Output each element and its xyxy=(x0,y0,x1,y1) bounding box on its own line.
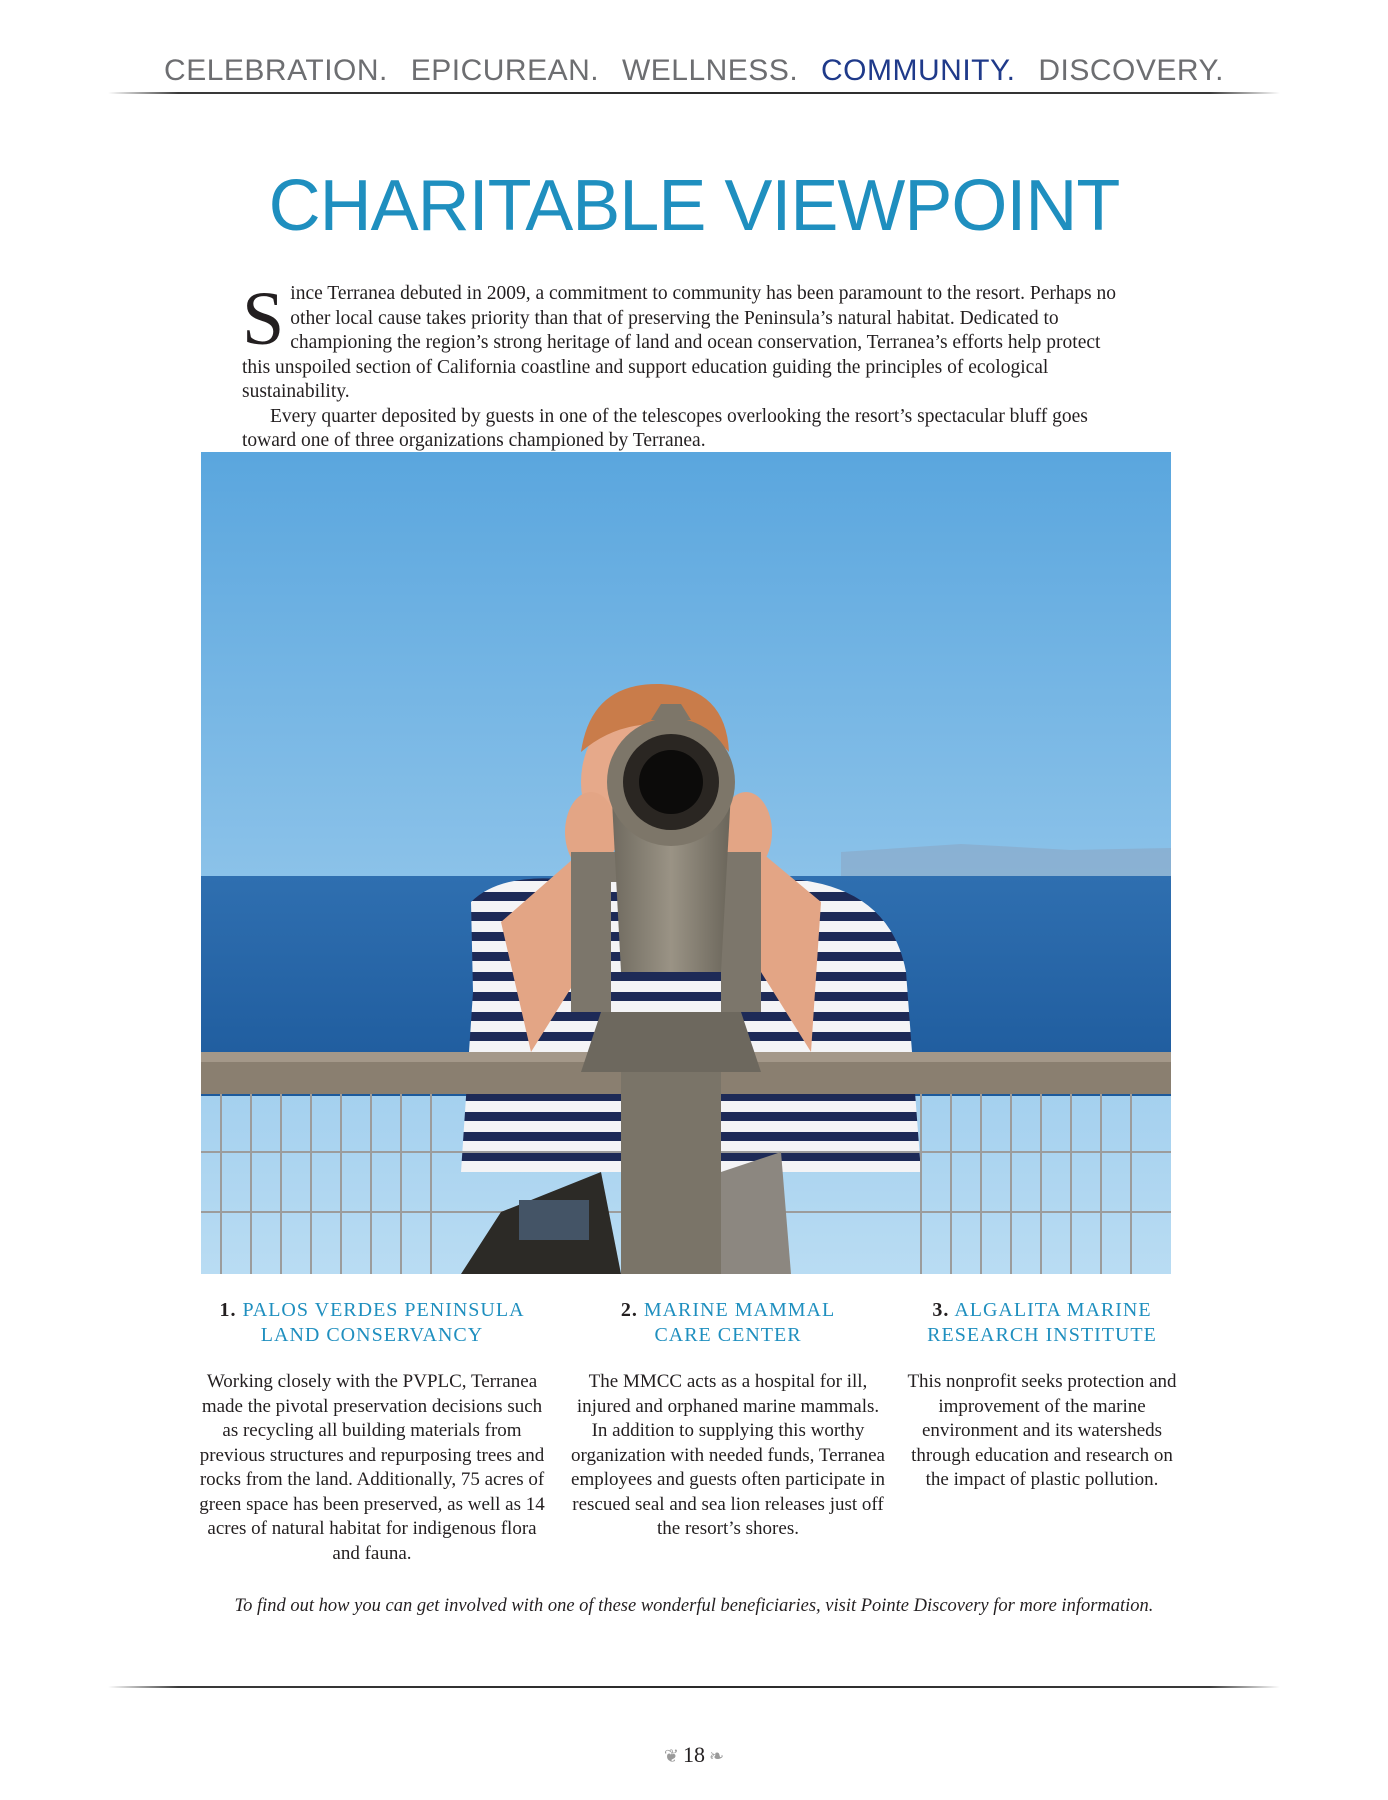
section-nav xyxy=(0,54,1388,88)
organization-3-description: This nonprofit seeks protection and improvement of the marine environment and its watersheds through education and research on the impact of plastic pollution. xyxy=(907,1371,1177,1490)
page-number-value: 18 xyxy=(683,1742,705,1767)
intro-text xyxy=(242,277,1132,454)
nav-item-epicurean[interactable]: EPICUREAN. xyxy=(410,54,600,87)
organization-2-name-line2: CARE CENTER xyxy=(654,1324,802,1346)
footer-divider xyxy=(108,1686,1280,1688)
intro-paragraph-2: Every quarter deposited by guests in one of the telescopes overlooking the resort’s spectacular bluff goes toward one of three organizations championed by Terranea. xyxy=(242,405,1088,451)
organization-1-number: 1. xyxy=(219,1299,237,1321)
telescope-photo xyxy=(201,452,1171,1274)
intro-paragraph-1-text: ince Terranea debuted in 2009, a commitment to community has been paramount to the resort. Perhaps no other local cause takes priority than that of preserving the Peninsula’s natural habitat. Dedicated to championing the region’s strong heritage of land and ocean conservation, Terranea’s efforts help protect this unspoiled section of California coastline and support education guiding the principles of ecological sustainability. xyxy=(242,283,1116,402)
organization-2-name-line1: MARINE MAMMAL xyxy=(643,1299,836,1321)
organization-3 xyxy=(906,1298,1178,1493)
organization-3-name-line1: ALGALITA MARINE xyxy=(954,1299,1152,1321)
organization-1-name-line2: LAND CONSERVANCY xyxy=(260,1324,484,1346)
organization-3-number: 3. xyxy=(932,1299,950,1321)
nav-item-discovery[interactable]: DISCOVERY. xyxy=(1038,54,1224,87)
organization-3-heading xyxy=(906,1298,1178,1348)
page-title: CHARITABLE VIEWPOINT xyxy=(268,166,1120,246)
organization-1-name-line1: PALOS VERDES PENINSULA xyxy=(242,1299,525,1321)
page-number xyxy=(0,1742,1388,1768)
leaf-right-icon: ❧ xyxy=(709,1746,725,1766)
organization-2 xyxy=(570,1298,886,1542)
nav-item-community[interactable]: COMMUNITY. xyxy=(821,54,1016,87)
nav-item-wellness[interactable]: WELLNESS. xyxy=(621,54,799,87)
organization-1 xyxy=(196,1298,548,1566)
organization-1-heading xyxy=(196,1298,548,1348)
footnote: To find out how you can get involved with one of these wonderful beneficiaries, visit Pointe Discovery for more information. xyxy=(234,1596,1154,1616)
organization-3-name-line2: RESEARCH INSTITUTE xyxy=(927,1324,1157,1346)
telescope-photo-illustration xyxy=(201,452,1171,1274)
header-divider xyxy=(108,92,1280,94)
organization-2-description: The MMCC acts as a hospital for ill, injured and orphaned marine mammals. In addition to supplying this worthy organization with needed funds, Terranea employees and guests often participate in rescued seal and sea lion releases just off the resort’s shores. xyxy=(571,1371,885,1539)
leaf-left-icon: ❦ xyxy=(663,1746,679,1766)
nav-item-celebration[interactable]: CELEBRATION. xyxy=(164,54,388,87)
organization-1-description: Working closely with the PVPLC, Terranea made the pivotal preservation decisions such as recycling all building materials from previous structures and repurposing trees and rocks from the land. Additionally, 75 acres of green space has been preserved, as well as 14 acres of natural habitat for indigenous flora and fauna. xyxy=(199,1371,545,1564)
drop-cap: S xyxy=(242,277,285,361)
organization-2-heading xyxy=(570,1298,886,1348)
intro-paragraph-1 xyxy=(242,277,1132,405)
organization-2-number: 2. xyxy=(620,1299,638,1321)
